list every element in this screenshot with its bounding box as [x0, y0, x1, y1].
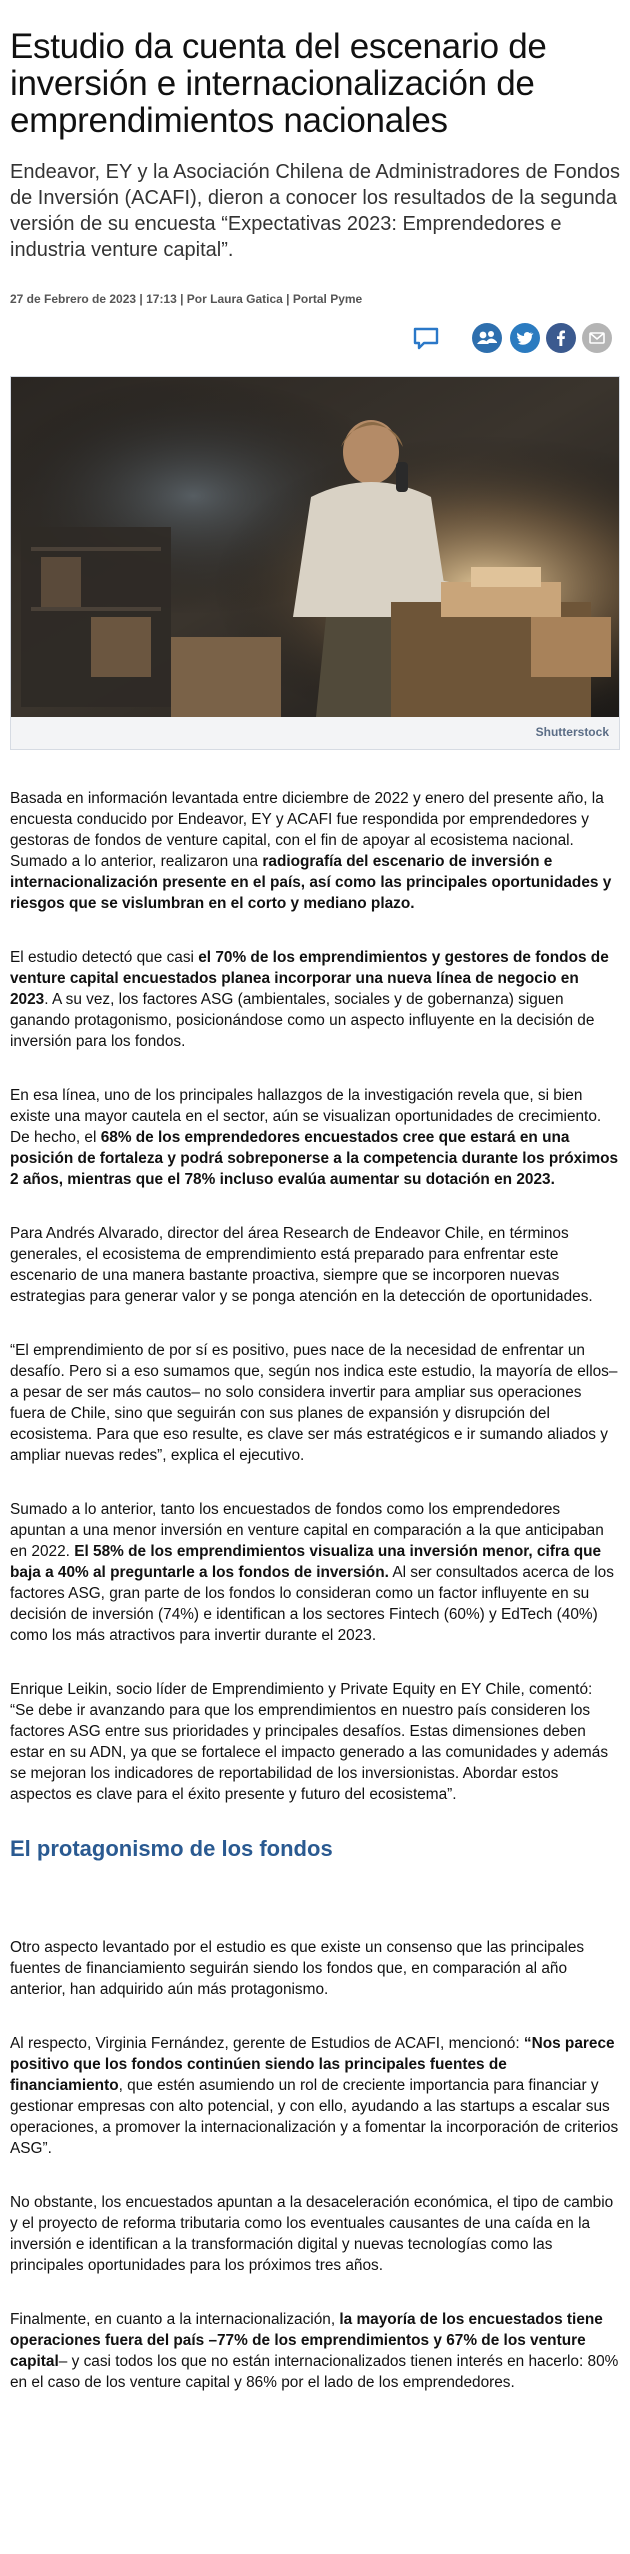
- paragraph: [10, 1679, 620, 1805]
- image-credit: Shutterstock: [535, 725, 609, 739]
- article-title: Estudio da cuenta del escenario de inversión e internacionalización de emprendimientos nacionales: [10, 27, 547, 140]
- paragraph: [10, 2309, 620, 2393]
- text: Sumado a lo anterior, tanto los encuestados de fondos como los emprendedores apuntan a una menor inversión en venture capital en comparación a la que anticipaban en 2022.: [10, 1501, 604, 1560]
- text: Al ser consultados acerca de los factores ASG, gran parte de los fondos lo consideran como un factor influyente en su decisión de inversión (74%) e identifican a los sectores Fintech (60%) y EdTech (40%) como los más atractivos para invertir durante el 2023.: [10, 1564, 614, 1644]
- paragraph: [10, 1340, 620, 1466]
- paragraph: [10, 1223, 620, 1307]
- text: Para Andrés Alvarado, director del área Research de Endeavor Chile, en términos generales, el ecosistema de emprendimiento está preparado para enfrentar este escenario de una manera bastante proactiva, siempre que se incorporen nuevas estrategias para generar valor y se ponga atención en la detección de oportunidades.: [10, 1225, 593, 1305]
- body-part-2: [10, 1937, 620, 2393]
- users-icon[interactable]: [472, 323, 502, 353]
- text: – y casi todos los que no están internacionalizados tienen interés en hacerlo: 80% en el caso de los venture capital y 86% por el lado de los emprendedores.: [10, 2353, 619, 2391]
- paragraph: [10, 788, 620, 914]
- article-photo: [11, 377, 619, 717]
- bold-text: radiografía del escenario de inversión e internacionalización presente en el país, así como las principales oportunidades y riesgos que se vislumbran en el corto y mediano plazo.: [10, 853, 612, 912]
- facebook-icon[interactable]: [546, 323, 576, 353]
- paragraph: [10, 1085, 620, 1190]
- paragraph: [10, 2192, 620, 2276]
- text: En esa línea, uno de los principales hallazgos de la investigación revela que, si bien existe una mayor cautela en el sector, aún se visualizan oportunidades de crecimiento. De hecho, el: [10, 1087, 602, 1146]
- article-body: [10, 788, 620, 2393]
- article-figure: [10, 376, 620, 750]
- article-subtitle: Endeavor, EY y la Asociación Chilena de Administradores de Fondos de Inversión (ACAFI), dieron a conocer los resultados de la segunda versión de su encuesta “Expectativas 2023: Emprendedores e industria venture capital”.: [10, 161, 620, 261]
- article-page: [0, 28, 630, 2393]
- paragraph: [10, 1499, 620, 1646]
- text: Basada en información levantada entre diciembre de 2022 y enero del presente año, la encuesta conducido por Endeavor, EY y ACAFI fue respondida por emprendedores y gestoras de fondos de venture capital, con el fin de apoyar al ecosistema nacional. Sumado a lo anterior, realizaron una: [10, 790, 604, 870]
- share-bar: [10, 320, 620, 356]
- text: Enrique Leikin, socio líder de Emprendimiento y Private Equity en EY Chile, comentó: “Se debe ir avanzando para que los emprendimientos en nuestro país consideren los factores ASG entre sus prioridades y principales desafíos. Estas dimensiones deben estar en su ADN, ya que se fortalece el impacto generado a las comunidades y además se mejoran los indicadores de reportabilidad de los inversionistas. Abordar estos aspectos es clave para el éxito presente y futuro del ecosistema”.: [10, 1681, 609, 1803]
- paragraph: [10, 1937, 620, 2000]
- text: El estudio detectó que casi: [10, 949, 199, 966]
- section-heading: El protagonismo de los fondos: [10, 1836, 333, 1861]
- text: Finalmente, en cuanto a la internacionalización,: [10, 2311, 340, 2328]
- mail-icon[interactable]: [582, 323, 612, 353]
- bold-text: 68% de los emprendedores encuestados cree que estará en una posición de fortaleza y podrá sobreponerse a la competencia durante los próximos 2 años, mientras que el 78% incluso evalúa aumentar su dotación en 2023.: [10, 1129, 619, 1188]
- text: No obstante, los encuestados apuntan a la desaceleración económica, el tipo de cambio y el proyecto de reforma tributaria como los eventuales causantes de una caída en la inversión e identifican a la transformación digital y nuevas tecnologías como las principales oportunidades para los próximos tres años.: [10, 2194, 614, 2274]
- comment-icon[interactable]: [412, 326, 440, 350]
- text: “El emprendimiento de por sí es positivo, pues nace de la necesidad de enfrentar un desafío. Pero si a eso sumamos que, según nos indica este estudio, la mayoría de ellos–a pesar de ser más cautos– no solo considera invertir para ampliar sus operaciones fuera de Chile, sino que seguirán con sus planes de expansión y disrupción del ecosistema. Para que eso resulte, es clave ser más estratégicos e ir sumando aliados y ampliar nuevas redes”, explica el ejecutivo.: [10, 1342, 618, 1464]
- bold-text: El 58% de los emprendimientos visualiza una inversión menor, cifra que baja a 40% al preguntarle a los fondos de inversión.: [10, 1543, 602, 1581]
- bold-text: la mayoría de los encuestados tiene operaciones fuera del país –77% de los emprendimientos y 67% de los venture capital: [10, 2311, 603, 2370]
- paragraph: [10, 947, 620, 1052]
- text: , que estén asumiendo un rol de creciente importancia para financiar y gestionar empresas con alto potencial, y con ello, ayudando a las startups a escalar sus operaciones, a promover la internacionalización y a fomentar la incorporación de criterios ASG”.: [10, 2077, 619, 2157]
- twitter-icon[interactable]: [510, 323, 540, 353]
- text: . A su vez, los factores ASG (ambientales, sociales y de gobernanza) siguen ganando protagonismo, posicionándose como un aspecto influyente en la decisión de inversión para los fondos.: [10, 991, 595, 1050]
- bold-text: “Nos parece positivo que los fondos continúen siendo las principales fuentes de financiamiento: [10, 2035, 615, 2094]
- text: Otro aspecto levantado por el estudio es que existe un consenso que las principales fuentes de financiamiento seguirán siendo los fondos que, en comparación al año anterior, han adquirido aún más protagonismo.: [10, 1939, 585, 1998]
- bold-text: el 70% de los emprendimientos y gestores de fondos de venture capital encuestados planea incorporar una nueva línea de negocio en 2023: [10, 949, 609, 1008]
- article-meta: 27 de Febrero de 2023 | 17:13 | Por Laura Gatica | Portal Pyme: [10, 292, 363, 306]
- paragraph: [10, 2033, 620, 2159]
- body-part-1: [10, 788, 620, 1805]
- text: Al respecto, Virginia Fernández, gerente de Estudios de ACAFI, mencionó:: [10, 2035, 524, 2052]
